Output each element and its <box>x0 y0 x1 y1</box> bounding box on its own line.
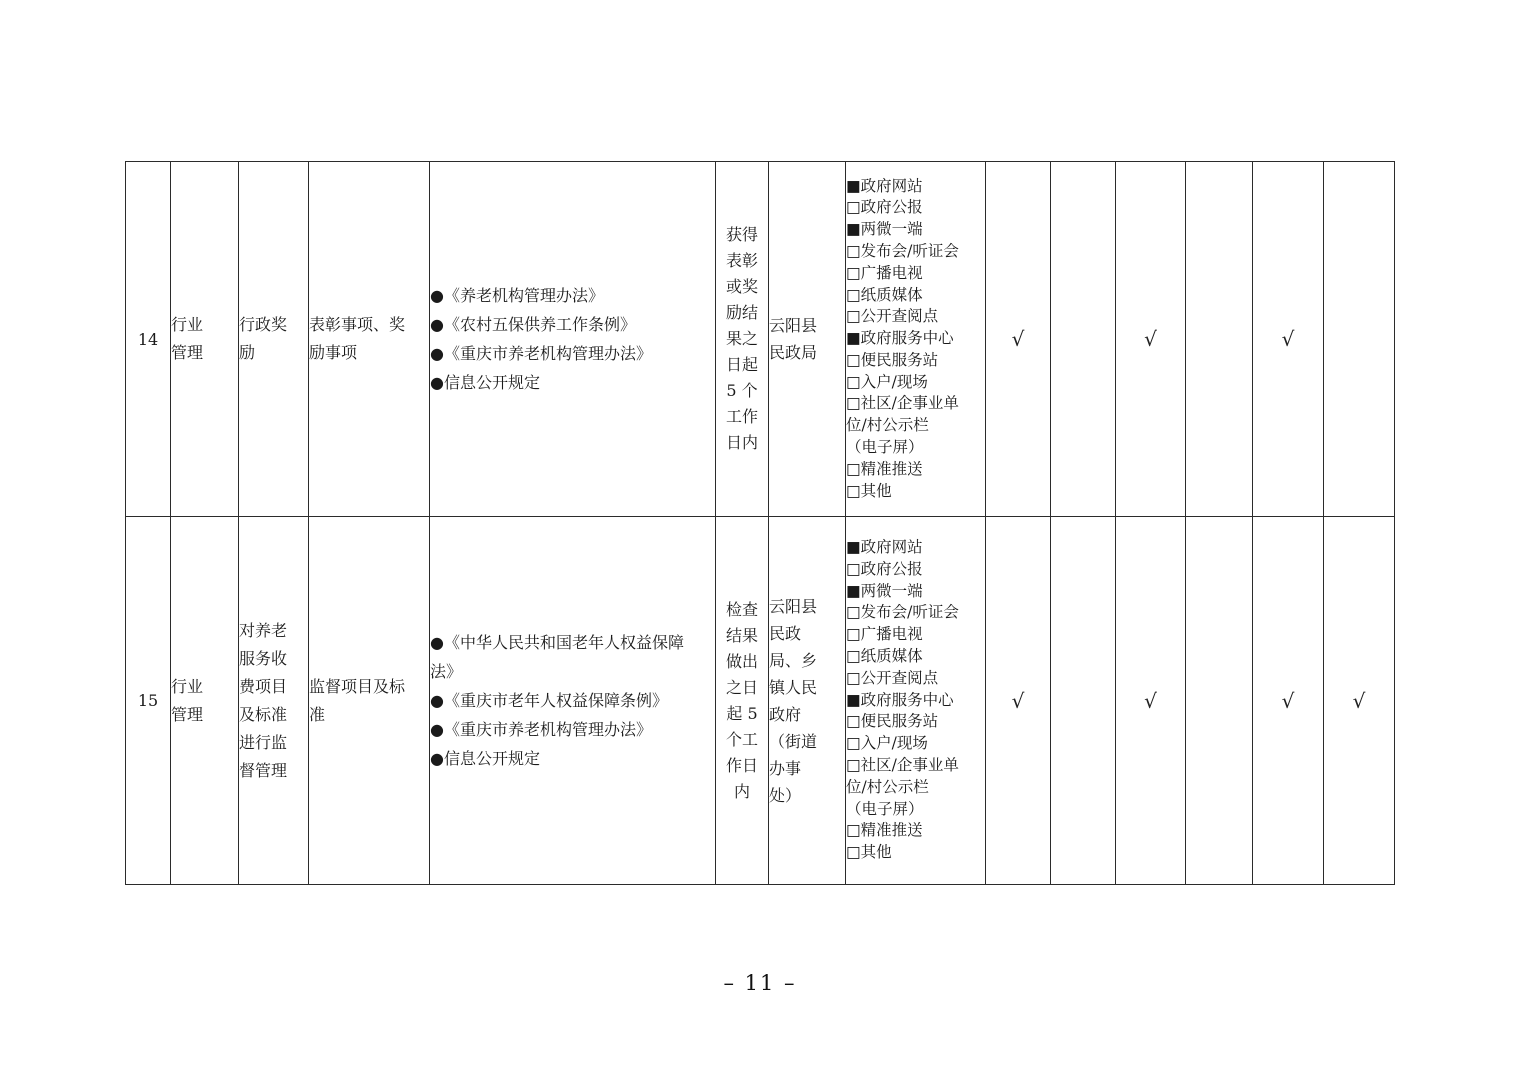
legal-basis-item: ●《中华人民共和国老年人权益保障 法》 <box>430 633 684 681</box>
cell-time-limit: 获得 表彰 或奖 励结 果之 日起 5 个 工作 日内 <box>716 162 769 517</box>
cell-check-empty <box>1051 517 1116 885</box>
channel-item: □社区/企事业单 位/村公示栏 （电子屏） <box>846 755 959 818</box>
channel-item: □发布会/听证会 <box>846 603 959 622</box>
channel-item-checked: ■政府网站 <box>846 538 923 557</box>
cell-agency: 云阳县 民政 局、乡 镇人民 政府 （街道 办事 处） <box>769 517 846 885</box>
disclosure-table <box>125 161 1395 885</box>
cell-sub-item: 表彰事项、奖 励事项 <box>309 162 430 517</box>
channel-item: □其他 <box>846 843 892 862</box>
channel-item: □入户/现场 <box>846 372 928 391</box>
cell-item: 对养老 服务收 费项目 及标准 进行监 督管理 <box>239 517 309 885</box>
cell-category: 行业 管理 <box>171 517 239 885</box>
table-row <box>126 162 1395 517</box>
legal-basis-item: ●《农村五保供养工作条例》 <box>430 315 636 334</box>
channel-item: □精准推送 <box>846 821 923 840</box>
cell-check-empty <box>1186 162 1253 517</box>
legal-basis-item: ●《重庆市养老机构管理办法》 <box>430 720 652 739</box>
cell-check-mark: √ <box>986 517 1051 885</box>
disclosure-table-body <box>126 162 1395 885</box>
cell-check-empty <box>1051 162 1116 517</box>
cell-check-mark: √ <box>1253 517 1324 885</box>
cell-item: 行政奖 励 <box>239 162 309 517</box>
cell-category: 行业 管理 <box>171 162 239 517</box>
channel-item-checked: ■政府服务中心 <box>846 329 954 348</box>
channel-item: □发布会/听证会 <box>846 241 959 260</box>
channel-item: □其他 <box>846 481 892 500</box>
channel-item: □精准推送 <box>846 459 923 478</box>
channel-item: □公开查阅点 <box>846 307 939 326</box>
channel-item: □广播电视 <box>846 625 923 644</box>
cell-row-number: 14 <box>126 162 171 517</box>
cell-row-number: 15 <box>126 517 171 885</box>
legal-basis-item: ●《养老机构管理办法》 <box>430 286 604 305</box>
cell-check-mark: √ <box>1324 517 1395 885</box>
channel-item-checked: ■政府网站 <box>846 176 923 195</box>
page-number: – 11 – <box>723 971 797 995</box>
channel-item: □便民服务站 <box>846 350 939 369</box>
legal-basis-item: ●信息公开规定 <box>430 373 540 392</box>
table-row <box>126 517 1395 885</box>
cell-check-empty <box>1324 162 1395 517</box>
cell-check-mark: √ <box>1116 517 1186 885</box>
legal-basis-item: ●信息公开规定 <box>430 749 540 768</box>
cell-channels <box>846 517 986 885</box>
cell-check-empty <box>1186 517 1253 885</box>
cell-check-mark: √ <box>1116 162 1186 517</box>
channel-item-checked: ■政府服务中心 <box>846 690 954 709</box>
channel-item: □社区/企事业单 位/村公示栏 （电子屏） <box>846 394 959 457</box>
cell-channels <box>846 162 986 517</box>
channel-item: □便民服务站 <box>846 712 939 731</box>
channel-item: □政府公报 <box>846 198 923 217</box>
channel-item: □政府公报 <box>846 559 923 578</box>
cell-check-mark: √ <box>1253 162 1324 517</box>
cell-legal-basis <box>430 517 716 885</box>
legal-basis-item: ●《重庆市老年人权益保障条例》 <box>430 691 668 710</box>
cell-agency: 云阳县 民政局 <box>769 162 846 517</box>
cell-legal-basis <box>430 162 716 517</box>
channel-item: □纸质媒体 <box>846 285 923 304</box>
channel-item-checked: ■两微一端 <box>846 220 923 239</box>
channel-item: □公开查阅点 <box>846 668 939 687</box>
cell-time-limit: 检查 结果 做出 之日 起 5 个工 作日 内 <box>716 517 769 885</box>
legal-basis-item: ●《重庆市养老机构管理办法》 <box>430 344 652 363</box>
cell-check-mark: √ <box>986 162 1051 517</box>
channel-item-checked: ■两微一端 <box>846 581 923 600</box>
cell-sub-item: 监督项目及标 准 <box>309 517 430 885</box>
channel-item: □纸质媒体 <box>846 647 923 665</box>
channel-item: □广播电视 <box>846 263 923 282</box>
channel-item: □入户/现场 <box>846 734 928 753</box>
